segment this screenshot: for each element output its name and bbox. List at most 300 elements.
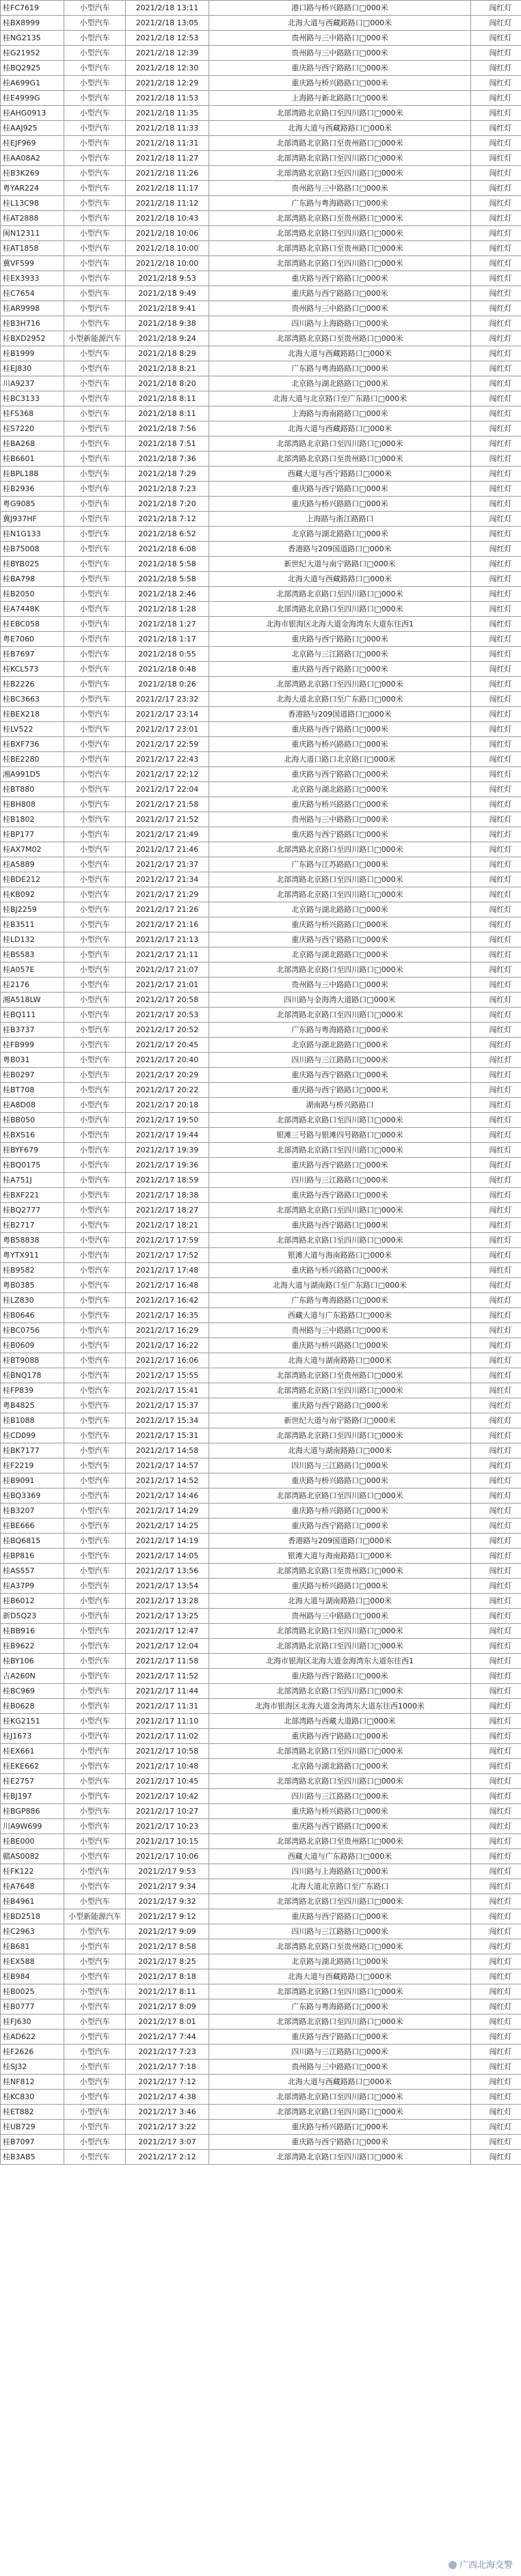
violation-rows <box>1 1 521 2165</box>
table-row <box>1 1188 521 1203</box>
time-cell: 2021/2/18 13:11 <box>126 1 209 16</box>
plate-cell: 桂L13C98 <box>1 196 64 211</box>
plate-cell: 桂AX7M02 <box>1 842 64 857</box>
plate-cell: 桂BK7177 <box>1 1443 64 1458</box>
time-cell: 2021/2/17 23:14 <box>126 707 209 722</box>
plate-cell: 桂BQ111 <box>1 1008 64 1023</box>
vehicle-type-cell: 小型汽车 <box>64 1744 126 1759</box>
table-row <box>1 602 521 617</box>
violation-cell: 闯红灯 <box>471 1504 521 1519</box>
location-cell: 北部湾路北京路口至四川路口□000米 <box>209 1984 471 1999</box>
table-row <box>1 797 521 812</box>
plate-cell: 桂B1802 <box>1 812 64 827</box>
table-row <box>1 1428 521 1443</box>
time-cell: 2021/2/17 22:04 <box>126 782 209 797</box>
violation-cell: 闯红灯 <box>471 151 521 166</box>
table-row <box>1 1 521 16</box>
violation-cell: 闯红灯 <box>471 31 521 46</box>
vehicle-type-cell: 小型汽车 <box>64 1519 126 1534</box>
time-cell: 2021/2/17 20:45 <box>126 1038 209 1053</box>
location-cell: 广东路与粤海路路口□000米 <box>209 1999 471 2014</box>
location-cell: 北部湾路北京路口至四川路口□000米 <box>209 1894 471 1909</box>
location-cell: 银滩大道与海南路路口□000米 <box>209 1549 471 1564</box>
vehicle-type-cell: 小型汽车 <box>64 812 126 827</box>
vehicle-type-cell: 小型汽车 <box>64 1984 126 1999</box>
violation-cell: 闯红灯 <box>471 527 521 542</box>
vehicle-type-cell: 小型汽车 <box>64 1203 126 1218</box>
plate-cell: 桂BC3663 <box>1 692 64 707</box>
violation-cell: 闯红灯 <box>471 542 521 557</box>
time-cell: 2021/2/17 21:16 <box>126 917 209 932</box>
time-cell: 2021/2/18 5:58 <box>126 572 209 587</box>
location-cell: 四川路与三江路路口□000米 <box>209 1458 471 1473</box>
plate-cell: 桂SJ32 <box>1 2060 64 2075</box>
vehicle-type-cell: 小型汽车 <box>64 316 126 331</box>
plate-cell: 桂BQ6815 <box>1 1534 64 1549</box>
vehicle-type-cell: 小型汽车 <box>64 166 126 181</box>
vehicle-type-cell: 小型汽车 <box>64 1864 126 1879</box>
vehicle-type-cell: 小型汽车 <box>64 1473 126 1488</box>
wechat-icon <box>449 2561 457 2569</box>
location-cell: 西藏大道与广东路路口□000米 <box>209 1308 471 1323</box>
location-cell: 贵州路与三中路路口□000米 <box>209 301 471 316</box>
table-row <box>1 211 521 226</box>
location-cell: 北部湾路北京路口至四川路口□000米 <box>209 151 471 166</box>
violation-cell: 闯红灯 <box>471 902 521 917</box>
location-cell: 重庆路与西宁路路口□000米 <box>209 932 471 947</box>
vehicle-type-cell: 小型汽车 <box>64 1353 126 1368</box>
location-cell: 四川路与三江路路口□000米 <box>209 1789 471 1804</box>
violation-cell: 闯红灯 <box>471 1293 521 1308</box>
violation-cell: 闯红灯 <box>471 572 521 587</box>
plate-cell: 桂BC3133 <box>1 391 64 406</box>
time-cell: 2021/2/18 1:28 <box>126 602 209 617</box>
time-cell: 2021/2/17 20:53 <box>126 1008 209 1023</box>
table-row <box>1 1203 521 1218</box>
vehicle-type-cell: 小型汽车 <box>64 1458 126 1473</box>
violation-cell: 闯红灯 <box>471 1729 521 1744</box>
location-cell: 北京路与湖北路路口□000米 <box>209 1038 471 1053</box>
table-row <box>1 106 521 121</box>
table-row <box>1 1834 521 1849</box>
table-row <box>1 767 521 782</box>
table-row <box>1 1248 521 1263</box>
location-cell: 四川路与上海路路口□000米 <box>209 1864 471 1879</box>
table-row <box>1 887 521 902</box>
time-cell: 2021/2/17 10:42 <box>126 1789 209 1804</box>
table-row <box>1 557 521 572</box>
location-cell: 上海路与浙江路路口 <box>209 512 471 527</box>
location-cell: 北部湾路北京路口至贵州路口□000米 <box>209 452 471 467</box>
location-cell: 北部湾路北京路口至四川路口□000米 <box>209 2150 471 2165</box>
violation-cell: 闯红灯 <box>471 842 521 857</box>
table-row <box>1 421 521 437</box>
table-row <box>1 1068 521 1083</box>
table-row <box>1 1383 521 1398</box>
time-cell: 2021/2/18 12:30 <box>126 61 209 76</box>
violation-cell: 闯红灯 <box>471 1819 521 1834</box>
table-row <box>1 271 521 286</box>
location-cell: 贵州路与三中路路口□000米 <box>209 31 471 46</box>
plate-cell: 桂AAJ925 <box>1 121 64 136</box>
plate-cell: 桂B2050 <box>1 587 64 602</box>
plate-cell: 桂B6012 <box>1 1594 64 1609</box>
violation-cell: 闯红灯 <box>471 1023 521 1038</box>
violation-cell: 闯红灯 <box>471 2014 521 2030</box>
time-cell: 2021/2/18 7:56 <box>126 421 209 437</box>
plate-cell: 桂BH808 <box>1 797 64 812</box>
plate-cell: 桂S7220 <box>1 421 64 437</box>
plate-cell: 桂BXS16 <box>1 1128 64 1143</box>
plate-cell: 桂KG2151 <box>1 1714 64 1729</box>
location-cell: 重庆路与桥兴路路口□000米 <box>209 797 471 812</box>
vehicle-type-cell: 小型汽车 <box>64 707 126 722</box>
vehicle-type-cell: 小型汽车 <box>64 1669 126 1684</box>
table-row <box>1 527 521 542</box>
time-cell: 2021/2/17 8:09 <box>126 1999 209 2014</box>
location-cell: 北京路与湖北路路口□000米 <box>209 1954 471 1969</box>
violation-cell: 闯红灯 <box>471 797 521 812</box>
violation-cell: 闯红灯 <box>471 1924 521 1939</box>
violation-cell: 闯红灯 <box>471 2045 521 2060</box>
plate-cell: 桂NF812 <box>1 2075 64 2090</box>
location-cell: 北部湾路北京路口至四川路口□000米 <box>209 2105 471 2120</box>
plate-cell: 桂LD132 <box>1 932 64 947</box>
location-cell: 重庆路与桥兴路路口□000米 <box>209 737 471 752</box>
vehicle-type-cell: 小型汽车 <box>64 872 126 887</box>
location-cell: 北海大道与湖南路路口□000米 <box>209 1443 471 1458</box>
violation-cell: 闯红灯 <box>471 1158 521 1173</box>
vehicle-type-cell: 小型汽车 <box>64 617 126 632</box>
time-cell: 2021/2/17 21:37 <box>126 857 209 872</box>
location-cell: 北部湾路北京路口至四川路口□000米 <box>209 1774 471 1789</box>
plate-cell: 桂C2963 <box>1 1924 64 1939</box>
time-cell: 2021/2/17 14:29 <box>126 1504 209 1519</box>
violation-cell: 闯红灯 <box>471 166 521 181</box>
plate-cell: 桂EJF969 <box>1 136 64 151</box>
violation-cell: 闯红灯 <box>471 1413 521 1428</box>
time-cell: 2021/2/17 21:52 <box>126 812 209 827</box>
violation-cell: 闯红灯 <box>471 1383 521 1398</box>
vehicle-type-cell: 小型汽车 <box>64 1849 126 1864</box>
violation-cell: 闯红灯 <box>471 46 521 61</box>
time-cell: 2021/2/17 19:39 <box>126 1143 209 1158</box>
violation-cell: 闯红灯 <box>471 1639 521 1654</box>
plate-cell: 桂BP177 <box>1 827 64 842</box>
violation-cell: 闯红灯 <box>471 917 521 932</box>
time-cell: 2021/2/17 11:31 <box>126 1699 209 1714</box>
vehicle-type-cell: 小型汽车 <box>64 1639 126 1654</box>
time-cell: 2021/2/17 14:57 <box>126 1458 209 1473</box>
plate-cell: 桂A7448K <box>1 602 64 617</box>
violation-cell: 闯红灯 <box>471 1278 521 1293</box>
plate-cell: 桂EBC058 <box>1 617 64 632</box>
table-row <box>1 1909 521 1924</box>
plate-cell: 桂BT9088 <box>1 1353 64 1368</box>
vehicle-type-cell: 小型汽车 <box>64 452 126 467</box>
time-cell: 2021/2/17 17:52 <box>126 1248 209 1263</box>
plate-cell: 桂B3207 <box>1 1504 64 1519</box>
plate-cell: 桂FP839 <box>1 1383 64 1398</box>
location-cell: 北部湾路北京路口至四川路口□000米 <box>209 1203 471 1218</box>
time-cell: 2021/2/17 17:59 <box>126 1233 209 1248</box>
plate-cell: 桂J1673 <box>1 1729 64 1744</box>
time-cell: 2021/2/17 9:34 <box>126 1879 209 1894</box>
vehicle-type-cell: 小型汽车 <box>64 1323 126 1338</box>
table-row <box>1 1624 521 1639</box>
plate-cell: 桂G21952 <box>1 46 64 61</box>
plate-cell: 桂KCL573 <box>1 662 64 677</box>
vehicle-type-cell: 小型汽车 <box>64 421 126 437</box>
plate-cell: 桂B3H716 <box>1 316 64 331</box>
violation-cell: 闯红灯 <box>471 1353 521 1368</box>
time-cell: 2021/2/17 20:18 <box>126 1098 209 1113</box>
violation-cell: 闯红灯 <box>471 452 521 467</box>
location-cell: 重庆路与西宁路路口□000米 <box>209 632 471 647</box>
vehicle-type-cell: 小型汽车 <box>64 752 126 767</box>
location-cell: 贵州路与三中路路口□000米 <box>209 1323 471 1338</box>
vehicle-type-cell: 小型新能源汽车 <box>64 331 126 346</box>
location-cell: 重庆路与桥兴路路口□000米 <box>209 1579 471 1594</box>
plate-cell: 桂BD2518 <box>1 1909 64 1924</box>
violation-cell: 闯红灯 <box>471 1473 521 1488</box>
location-cell: 重庆路与西宁路路口□000米 <box>209 662 471 677</box>
table-row <box>1 947 521 962</box>
time-cell: 2021/2/17 16:48 <box>126 1278 209 1293</box>
vehicle-type-cell: 小型汽车 <box>64 1879 126 1894</box>
location-cell: 广东路与粤海路路口□000米 <box>209 196 471 211</box>
violation-cell: 闯红灯 <box>471 2030 521 2045</box>
plate-cell: 桂B0777 <box>1 1999 64 2014</box>
vehicle-type-cell: 小型汽车 <box>64 1233 126 1248</box>
time-cell: 2021/2/18 2:46 <box>126 587 209 602</box>
plate-cell: 桂AHG0913 <box>1 106 64 121</box>
location-cell: 重庆路与西宁路路口□000米 <box>209 1188 471 1203</box>
table-row <box>1 1564 521 1579</box>
time-cell: 2021/2/17 7:23 <box>126 2045 209 2060</box>
table-row <box>1 1774 521 1789</box>
time-cell: 2021/2/17 14:58 <box>126 1443 209 1458</box>
vehicle-type-cell: 小型汽车 <box>64 737 126 752</box>
vehicle-type-cell: 小型汽车 <box>64 527 126 542</box>
plate-cell: 桂KC830 <box>1 2090 64 2105</box>
violation-cell: 闯红灯 <box>471 181 521 196</box>
violation-cell: 闯红灯 <box>471 1609 521 1624</box>
vehicle-type-cell: 小型汽车 <box>64 1188 126 1203</box>
time-cell: 2021/2/17 3:07 <box>126 2135 209 2150</box>
table-row <box>1 316 521 331</box>
violation-cell: 闯红灯 <box>471 632 521 647</box>
vehicle-type-cell: 小型汽车 <box>64 1654 126 1669</box>
plate-cell: 新D5Q23 <box>1 1609 64 1624</box>
plate-cell: 桂FC7619 <box>1 1 64 16</box>
table-row <box>1 1338 521 1353</box>
vehicle-type-cell: 小型汽车 <box>64 1023 126 1038</box>
violation-cell: 闯红灯 <box>471 1458 521 1473</box>
time-cell: 2021/2/17 21:29 <box>126 887 209 902</box>
time-cell: 2021/2/18 1:27 <box>126 617 209 632</box>
violation-cell: 闯红灯 <box>471 256 521 271</box>
time-cell: 2021/2/17 8:18 <box>126 1969 209 1984</box>
table-row <box>1 1458 521 1473</box>
plate-cell: 桂BQ3369 <box>1 1488 64 1504</box>
time-cell: 2021/2/17 10:15 <box>126 1834 209 1849</box>
vehicle-type-cell: 小型汽车 <box>64 1173 126 1188</box>
vehicle-type-cell: 小型汽车 <box>64 2120 126 2135</box>
location-cell: 四川路与三江路路口□000米 <box>209 1924 471 1939</box>
time-cell: 2021/2/17 16:29 <box>126 1323 209 1338</box>
violation-cell: 闯红灯 <box>471 1428 521 1443</box>
violation-cell: 闯红灯 <box>471 2060 521 2075</box>
time-cell: 2021/2/17 11:02 <box>126 1729 209 1744</box>
table-row <box>1 1398 521 1413</box>
table-row <box>1 76 521 91</box>
violation-cell: 闯红灯 <box>471 1804 521 1819</box>
time-cell: 2021/2/17 9:09 <box>126 1924 209 1939</box>
table-row <box>1 1984 521 1999</box>
vehicle-type-cell: 小型汽车 <box>64 241 126 256</box>
violation-cell: 闯红灯 <box>471 887 521 902</box>
vehicle-type-cell: 小型汽车 <box>64 857 126 872</box>
vehicle-type-cell: 小型汽车 <box>64 76 126 91</box>
time-cell: 2021/2/18 8:11 <box>126 406 209 421</box>
plate-cell: 桂E4999G <box>1 91 64 106</box>
plate-cell: 桂BYF679 <box>1 1143 64 1158</box>
vehicle-type-cell: 小型汽车 <box>64 677 126 692</box>
vehicle-type-cell: 小型汽车 <box>64 2045 126 2060</box>
location-cell: 北部湾路北京路口至四川路口□000米 <box>209 106 471 121</box>
location-cell: 北部湾路北京路口至四川路口□000米 <box>209 2014 471 2030</box>
violation-cell: 闯红灯 <box>471 406 521 421</box>
vehicle-type-cell: 小型汽车 <box>64 1053 126 1068</box>
location-cell: 北部湾路北京路口至四川路口□000米 <box>209 256 471 271</box>
time-cell: 2021/2/18 12:39 <box>126 46 209 61</box>
time-cell: 2021/2/17 15:37 <box>126 1398 209 1413</box>
location-cell: 贵州路与三中路路口□000米 <box>209 978 471 993</box>
plate-cell: 桂EX661 <box>1 1744 64 1759</box>
time-cell: 2021/2/17 19:44 <box>126 1128 209 1143</box>
plate-cell: 桂FK122 <box>1 1864 64 1879</box>
vehicle-type-cell: 小型汽车 <box>64 1624 126 1639</box>
violation-cell: 闯红灯 <box>471 2120 521 2135</box>
location-cell: 上海路与海南路路口□000米 <box>209 406 471 421</box>
location-cell: 重庆路与西宁路路口□000米 <box>209 271 471 286</box>
table-row <box>1 1534 521 1549</box>
plate-cell: 桂B0646 <box>1 1308 64 1323</box>
location-cell: 重庆路与桥兴路路口□000米 <box>209 1504 471 1519</box>
time-cell: 2021/2/18 1:17 <box>126 632 209 647</box>
location-cell: 四川路与三江路路口□000米 <box>209 1053 471 1068</box>
time-cell: 2021/2/17 18:27 <box>126 1203 209 1218</box>
vehicle-type-cell: 小型汽车 <box>64 1999 126 2014</box>
table-row <box>1 1879 521 1894</box>
location-cell: 重庆路与西宁路路口□000米 <box>209 61 471 76</box>
time-cell: 2021/2/17 15:31 <box>126 1428 209 1443</box>
location-cell: 北海大道与北京路口至广东路口□000米 <box>209 391 471 406</box>
location-cell: 北部湾路北京路口至四川路口□000米 <box>209 1383 471 1398</box>
table-row <box>1 1293 521 1308</box>
table-row <box>1 1413 521 1428</box>
table-row <box>1 1684 521 1699</box>
table-row <box>1 331 521 346</box>
location-cell: 北海大道北京路口至广东路口 <box>209 1879 471 1894</box>
violation-cell: 闯红灯 <box>471 361 521 376</box>
vehicle-type-cell: 小型汽车 <box>64 1759 126 1774</box>
violation-cell: 闯红灯 <box>471 1233 521 1248</box>
vehicle-type-cell: 小型汽车 <box>64 993 126 1008</box>
time-cell: 2021/2/17 14:05 <box>126 1549 209 1564</box>
time-cell: 2021/2/18 8:11 <box>126 391 209 406</box>
violation-cell: 闯红灯 <box>471 1999 521 2014</box>
violation-cell: 闯红灯 <box>471 1534 521 1549</box>
location-cell: 北京路与湖北路路口□000米 <box>209 947 471 962</box>
location-cell: 北海市银海区北海大道金海湾东大道东往西1 <box>209 617 471 632</box>
location-cell: 北部湾路北京路口至四川路口□000米 <box>209 437 471 452</box>
table-row <box>1 1368 521 1383</box>
violation-cell: 闯红灯 <box>471 497 521 512</box>
table-row <box>1 1158 521 1173</box>
vehicle-type-cell: 小型汽车 <box>64 1684 126 1699</box>
time-cell: 2021/2/17 14:19 <box>126 1534 209 1549</box>
time-cell: 2021/2/18 10:00 <box>126 256 209 271</box>
violation-cell: 闯红灯 <box>471 692 521 707</box>
plate-cell: 桂BJ2259 <box>1 902 64 917</box>
time-cell: 2021/2/17 13:54 <box>126 1579 209 1594</box>
violation-cell: 闯红灯 <box>471 1564 521 1579</box>
plate-cell: 桂AR9998 <box>1 301 64 316</box>
table-row <box>1 1323 521 1338</box>
violation-cell: 闯红灯 <box>471 1 521 16</box>
vehicle-type-cell: 小型汽车 <box>64 181 126 196</box>
table-row <box>1 1654 521 1669</box>
plate-cell: 桂BP816 <box>1 1549 64 1564</box>
violation-cell: 闯红灯 <box>471 16 521 31</box>
plate-cell: 桂BA798 <box>1 572 64 587</box>
violation-cell: 闯红灯 <box>471 1834 521 1849</box>
plate-cell: 桂B3511 <box>1 917 64 932</box>
location-cell: 四川路与金海湾大道路口□000米 <box>209 993 471 1008</box>
time-cell: 2021/2/17 21:34 <box>126 872 209 887</box>
time-cell: 2021/2/18 5:58 <box>126 557 209 572</box>
plate-cell: 桂2176 <box>1 978 64 993</box>
time-cell: 2021/2/17 22:12 <box>126 767 209 782</box>
violation-cell: 闯红灯 <box>471 1308 521 1323</box>
location-cell: 广东路与江苏路路口□000米 <box>209 857 471 872</box>
location-cell: 北部湾路北京路口至四川路口□000米 <box>209 226 471 241</box>
vehicle-type-cell: 小型汽车 <box>64 1609 126 1624</box>
table-row <box>1 437 521 452</box>
plate-cell: 桂C7654 <box>1 286 64 301</box>
plate-cell: 粤B4825 <box>1 1398 64 1413</box>
table-row <box>1 91 521 106</box>
plate-cell: 桂F2626 <box>1 2045 64 2060</box>
table-row <box>1 1789 521 1804</box>
table-row <box>1 1894 521 1909</box>
table-row <box>1 1744 521 1759</box>
vehicle-type-cell: 小型汽车 <box>64 2150 126 2165</box>
location-cell: 北部湾路北京路口至四川路口□000米 <box>209 872 471 887</box>
table-row <box>1 2150 521 2165</box>
vehicle-type-cell: 小型汽车 <box>64 1774 126 1789</box>
vehicle-type-cell: 小型汽车 <box>64 1969 126 1984</box>
plate-cell: 粤YAR224 <box>1 181 64 196</box>
plate-cell: 桂BQ2925 <box>1 61 64 76</box>
table-row <box>1 361 521 376</box>
violation-cell: 闯红灯 <box>471 196 521 211</box>
location-cell: 广东路与粤海路路口□000米 <box>209 1023 471 1038</box>
vehicle-type-cell: 小型汽车 <box>64 196 126 211</box>
table-row <box>1 1579 521 1594</box>
